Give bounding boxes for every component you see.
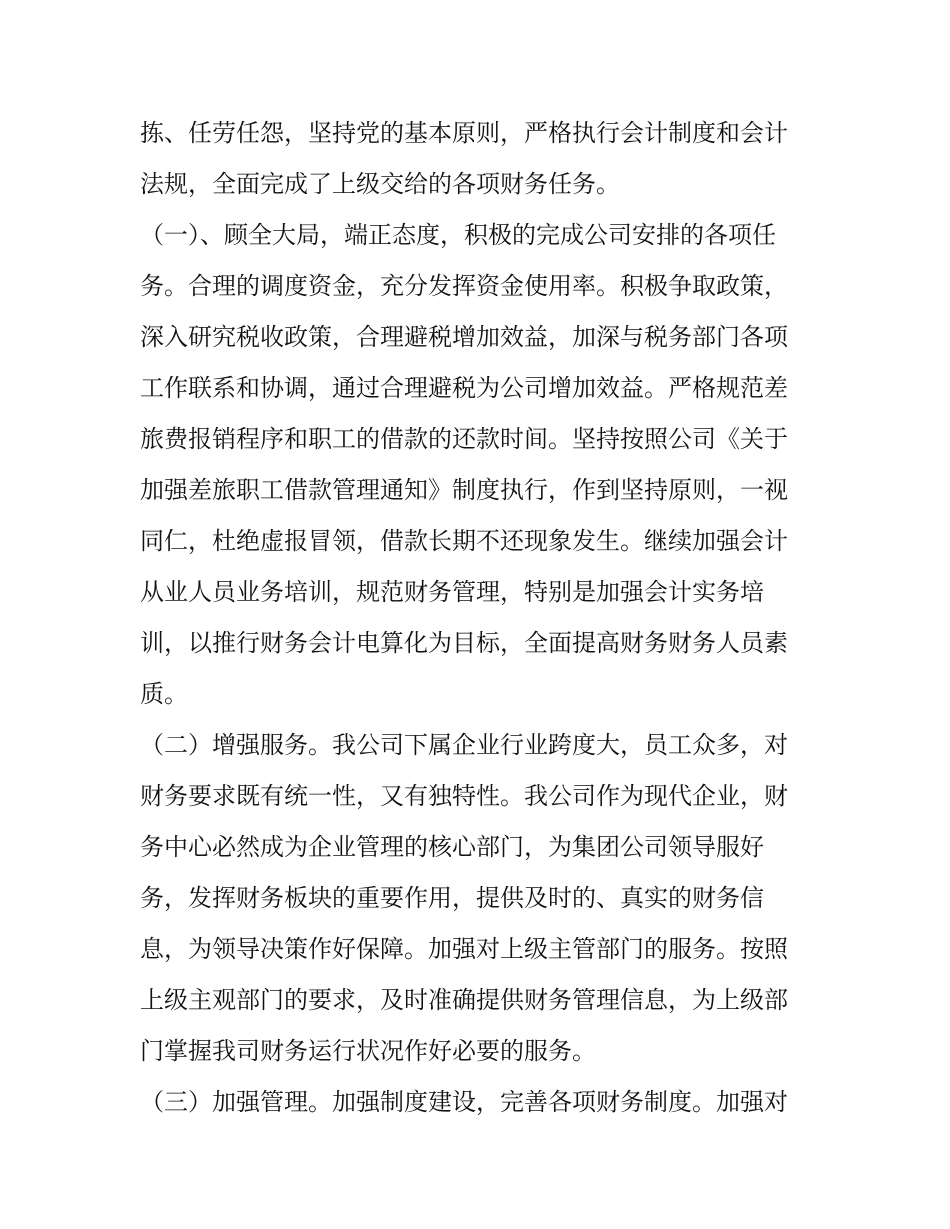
- text-line: 工作联系和协调，通过合理避税为公司增加效益。严格规范差: [140, 374, 788, 402]
- text-line: 从业人员业务培训，规范财务管理，特别是加强会计实务培: [140, 578, 764, 606]
- text-line: 务中心必然成为企业管理的核心部门，为集团公司领导服好: [140, 833, 764, 861]
- text-line: （一）、顾全大局，端正态度，积极的完成公司安排的各项任: [140, 221, 776, 249]
- text-line: 息，为领导决策作好保障。加强对上级主管部门的服务。按照: [140, 935, 788, 963]
- text-line: 务，发挥财务板块的重要作用，提供及时的、真实的财务信: [140, 884, 764, 912]
- body-text: [140, 108, 820, 1128]
- text-line: 上级主观部门的要求，及时准确提供财务管理信息，为上级部: [140, 986, 788, 1014]
- text-line: 门掌握我司财务运行状况作好必要的服务。: [140, 1037, 596, 1065]
- text-line: 同仁，杜绝虚报冒领，借款长期不还现象发生。继续加强会计: [140, 527, 788, 555]
- text-line: 务。合理的调度资金，充分发挥资金使用率。积极争取政策，: [140, 272, 788, 300]
- text-line: （三）加强管理。加强制度建设，完善各项财务制度。加强对: [140, 1088, 788, 1116]
- text-line: 旅费报销程序和职工的借款的还款时间。坚持按照公司《关于: [140, 425, 788, 453]
- text-line: （二）增强服务。我公司下属企业行业跨度大，员工众多，对: [140, 731, 788, 759]
- text-line: 法规，全面完成了上级交给的各项财务任务。: [140, 170, 620, 198]
- text-line: 财务要求既有统一性，又有独特性。我公司作为现代企业，财: [140, 782, 788, 810]
- text-line: 质。: [140, 680, 188, 708]
- text-line: 拣、任劳任怨，坚持党的基本原则，严格执行会计制度和会计: [140, 119, 788, 147]
- text-line: 训，以推行财务会计电算化为目标，全面提高财务财务人员素: [140, 629, 788, 657]
- text-line: 加强差旅职工借款管理通知》制度执行，作到坚持原则，一视: [140, 476, 788, 504]
- text-line: 深入研究税收政策，合理避税增加效益，加深与税务部门各项: [140, 323, 788, 351]
